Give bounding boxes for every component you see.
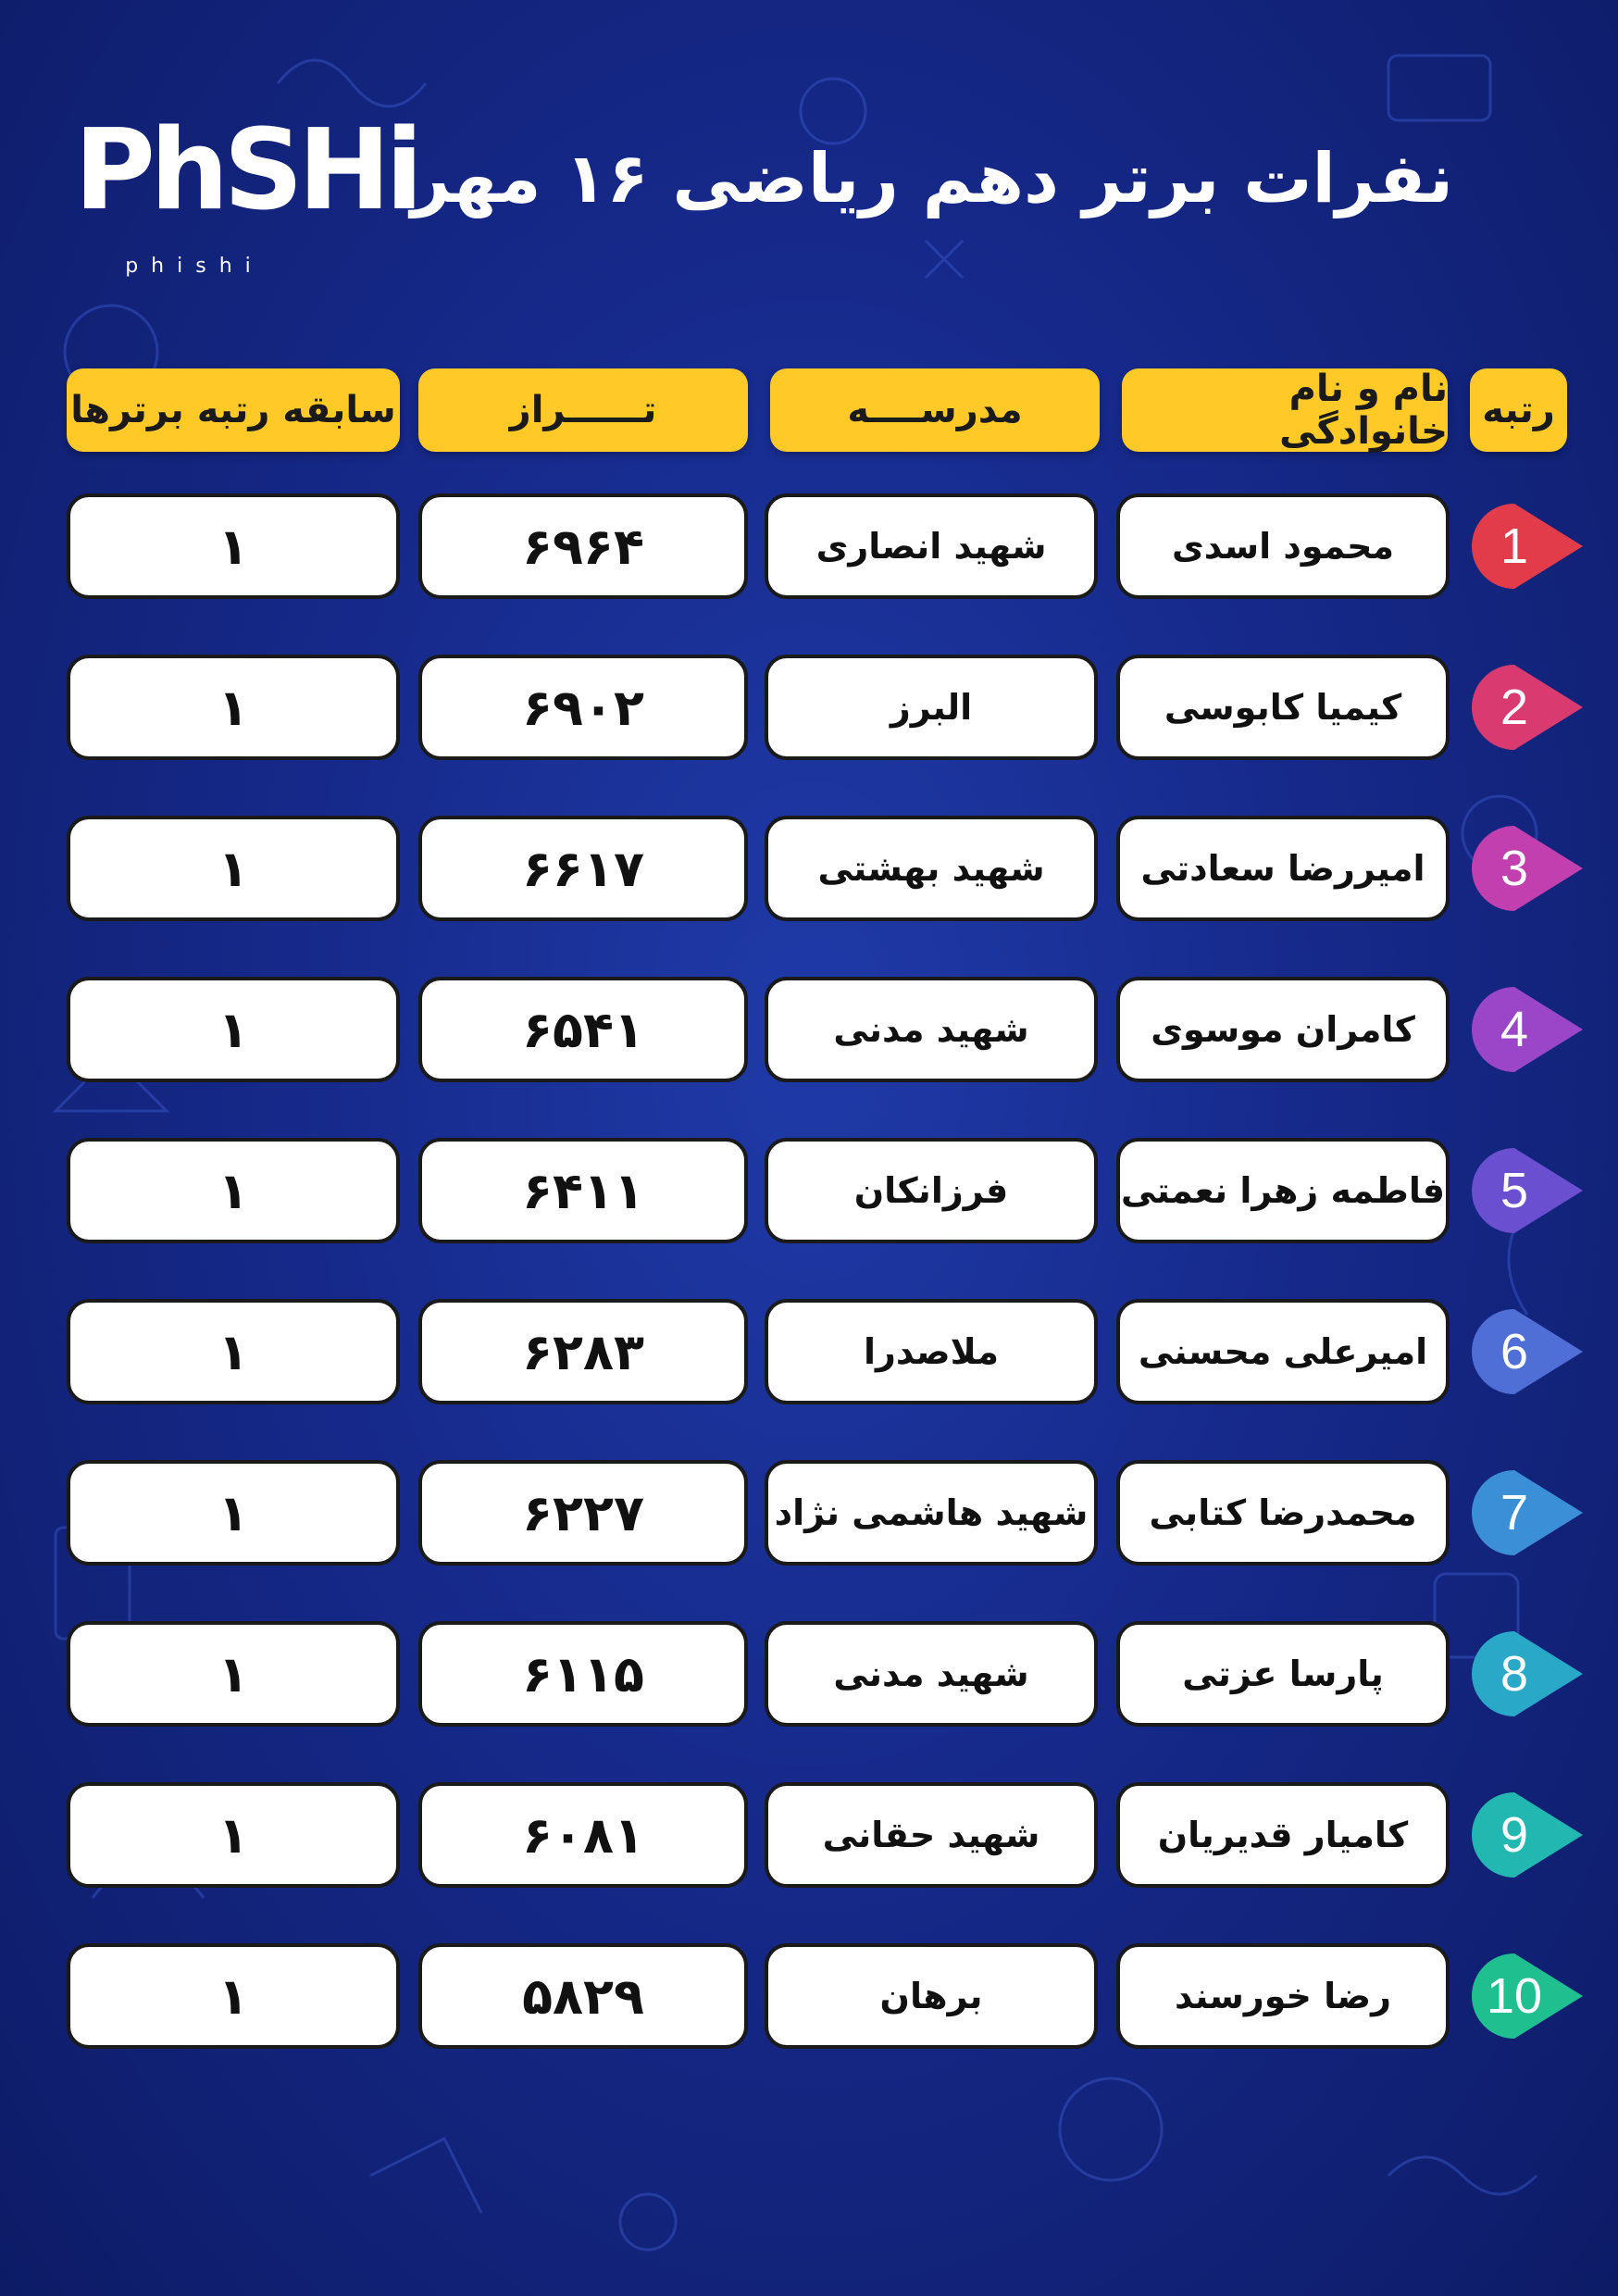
brand-logo <box>74 102 418 287</box>
cell-history: ۱ <box>67 1943 400 2049</box>
cell-name: رضا خورسند <box>1116 1943 1450 2049</box>
cell-school: شهید هاشمی نژاد <box>765 1460 1098 1566</box>
cell-score: ۶۹۰۲ <box>418 655 748 760</box>
header-rank: رتبه <box>1470 368 1567 452</box>
cell-school: شهید بهشتی <box>765 816 1098 921</box>
cell-name: فاطمه زهرا نعمتی <box>1116 1138 1450 1243</box>
rank-badge <box>1472 822 1583 915</box>
cell-school: برهان <box>765 1943 1098 2049</box>
cell-history: ۱ <box>67 1460 400 1566</box>
cell-name: امیرعلی محسنی <box>1116 1299 1450 1404</box>
rank-number: 4 <box>1500 1002 1529 1057</box>
rank-badge <box>1472 1628 1583 1720</box>
cell-score: ۶۲۲۷ <box>418 1460 748 1566</box>
rank-number: 10 <box>1486 1968 1543 2024</box>
cell-score: ۶۹۶۴ <box>418 493 748 599</box>
cell-score: ۶۱۱۵ <box>418 1621 748 1727</box>
cell-score: ۶۰۸۱ <box>418 1782 748 1888</box>
cell-history: ۱ <box>67 1138 400 1243</box>
rank-badge <box>1472 1305 1583 1398</box>
cell-history: ۱ <box>67 1621 400 1727</box>
cell-name: پارسا عزتی <box>1116 1621 1450 1727</box>
cell-school: شهید مدنی <box>765 977 1098 1082</box>
cell-history: ۱ <box>67 816 400 921</box>
logo-subtext: phishi <box>125 255 264 278</box>
rank-badge <box>1472 1466 1583 1559</box>
rank-number: 9 <box>1500 1807 1529 1863</box>
cell-score: ۵۸۲۹ <box>418 1943 748 2049</box>
cell-school: فرزانکان <box>765 1138 1098 1243</box>
cell-score: ۶۶۱۷ <box>418 816 748 921</box>
logo-wordmark: PhSHi <box>74 106 418 235</box>
cell-history: ۱ <box>67 1782 400 1888</box>
rank-badge <box>1472 1144 1583 1237</box>
cell-name: امیررضا سعادتی <box>1116 816 1450 921</box>
cell-history: ۱ <box>67 493 400 599</box>
cell-school: شهید مدنی <box>765 1621 1098 1727</box>
page-title: نفرات برتر دهم ریاضی ۱۶ مهر <box>410 139 1453 218</box>
cell-history: ۱ <box>67 977 400 1082</box>
cell-name: کامران موسوی <box>1116 977 1450 1082</box>
rank-number: 1 <box>1500 518 1529 574</box>
rank-badge <box>1472 983 1583 1076</box>
cell-score: ۶۲۸۳ <box>418 1299 748 1404</box>
header-score: تــــــراز <box>418 368 748 452</box>
cell-score: ۶۴۱۱ <box>418 1138 748 1243</box>
cell-name: کیمیا کابوسی <box>1116 655 1450 760</box>
rank-badge <box>1472 661 1583 754</box>
rank-number: 3 <box>1500 841 1529 896</box>
cell-score: ۶۵۴۱ <box>418 977 748 1082</box>
cell-name: محمود اسدی <box>1116 493 1450 599</box>
cell-history: ۱ <box>67 655 400 760</box>
header-school: مدرســــه <box>770 368 1100 452</box>
cell-school: البرز <box>765 655 1098 760</box>
cell-history: ۱ <box>67 1299 400 1404</box>
cell-name: محمدرضا کتابی <box>1116 1460 1450 1566</box>
cell-school: ملاصدرا <box>765 1299 1098 1404</box>
header-history: سابقه رتبه برترها <box>67 368 400 452</box>
cell-school: شهید انصاری <box>765 493 1098 599</box>
rank-number: 6 <box>1500 1324 1529 1379</box>
rank-number: 8 <box>1500 1646 1529 1702</box>
rank-badge <box>1472 1950 1583 2042</box>
rank-number: 7 <box>1500 1485 1529 1541</box>
header-name: نام و نام خانوادگی <box>1122 368 1448 452</box>
cell-school: شهید حقانی <box>765 1782 1098 1888</box>
rank-number: 5 <box>1500 1163 1529 1218</box>
rank-number: 2 <box>1500 680 1529 735</box>
rank-badge <box>1472 500 1583 593</box>
cell-name: کامیار قدیریان <box>1116 1782 1450 1888</box>
rank-badge <box>1472 1789 1583 1881</box>
